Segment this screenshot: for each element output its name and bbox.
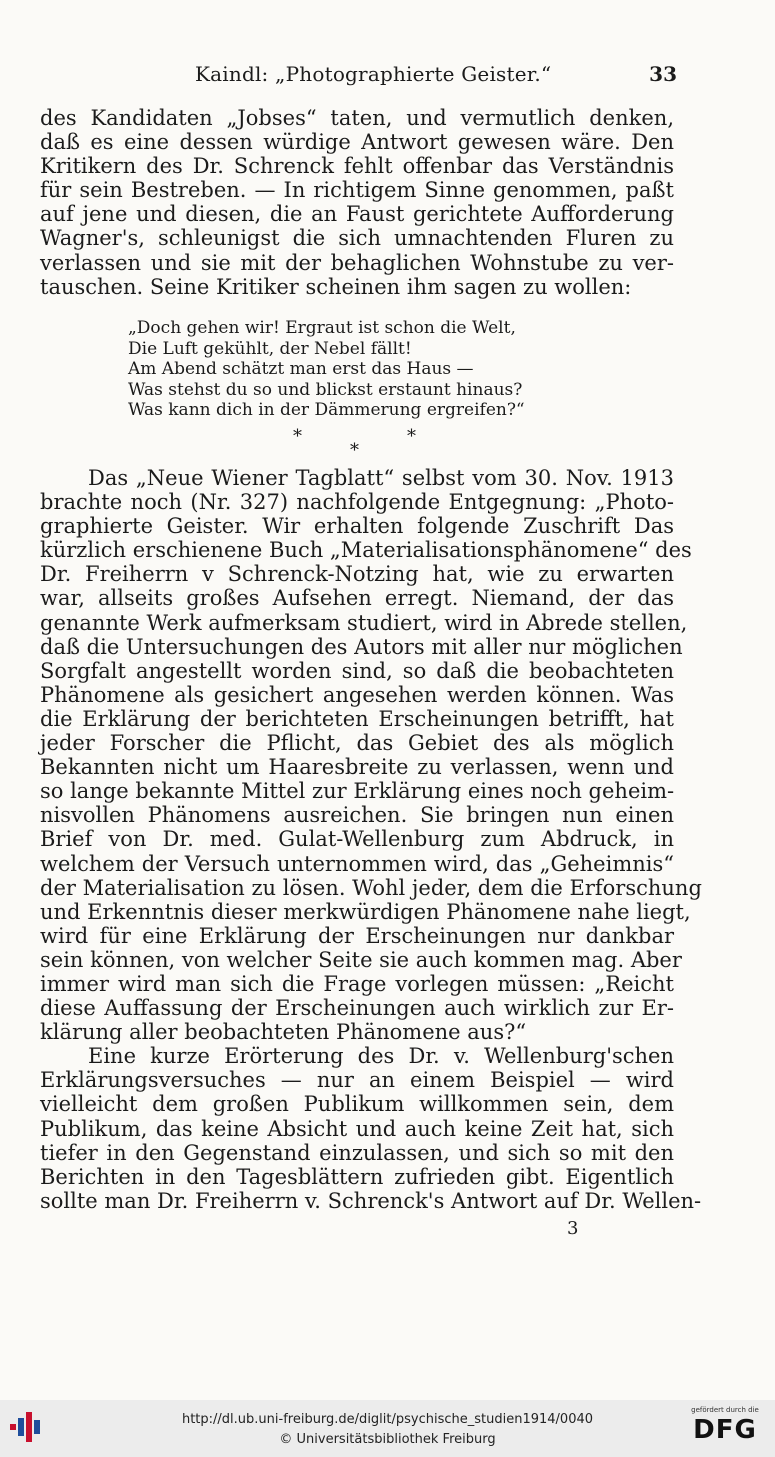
text-line: Eine kurze Erörterung des Dr. v. Wellenburg'schen	[88, 1044, 674, 1069]
signature-mark: 3	[567, 1218, 579, 1239]
text-line: Dr. Freiherrn v Schrenck-Notzing hat, wie zu erwarten	[40, 562, 674, 587]
text-line: klärung aller beobachteten Phänomene aus?“	[40, 1020, 527, 1045]
sponsor-logo-text: DFG	[693, 1415, 757, 1445]
section-separator	[283, 426, 433, 466]
text-line: verlassen und sie mit der behaglichen Wohnstube zu ver-	[40, 250, 674, 275]
text-line: die Erklärung der berichteten Erscheinungen betrifft, hat	[40, 706, 674, 731]
text-line: daß die Untersuchungen des Autors mit aller nur möglichen	[40, 634, 683, 659]
dfg-logo	[683, 1406, 767, 1452]
copyright-text: © Universitätsbibliothek Freiburg	[279, 1432, 496, 1447]
poem-quote	[128, 318, 588, 421]
running-header	[40, 62, 677, 90]
separator-star: *	[350, 440, 359, 461]
text-line: Erklärungsversuches — nur an einem Beispiel — wird	[40, 1068, 674, 1093]
text-line: wird für eine Erklärung der Erscheinungen nur dankbar	[40, 923, 674, 948]
text-line: des Kandidaten „Jobses“ taten, und vermutlich denken,	[40, 106, 674, 130]
text-line: der Materialisation zu lösen. Wohl jeder, dem die Erforschung	[40, 875, 702, 900]
paragraph-1	[40, 106, 674, 299]
text-line: brachte noch (Nr. 327) nachfolgende Entgegnung: „Photo-	[40, 490, 674, 515]
text-line: welchem der Versuch unternommen wird, das „Geheimnis“	[40, 851, 674, 876]
paragraph-2	[40, 466, 702, 1213]
text-line: und Erkenntnis dieser merkwürdigen Phänomene nahe liegt,	[40, 899, 691, 924]
text-line: Das „Neue Wiener Tagblatt“ selbst vom 30. Nov. 1913	[88, 466, 674, 490]
header-title: Kaindl: „Photographierte Geister.“	[195, 62, 552, 86]
text-line: sein können, von welcher Seite sie auch kommen mag. Aber	[40, 947, 682, 972]
text-line: graphierte Geister. Wir erhalten folgende Zuschrift Das	[40, 514, 674, 539]
sponsor-caption: gefördert durch die	[691, 1406, 759, 1414]
text-line: genannte Werk aufmerksam studiert, wird in Abrede stellen,	[40, 610, 688, 635]
text-line: sollte man Dr. Freiherrn v. Schrenck's Antwort auf Dr. Wellen-	[40, 1188, 702, 1213]
text-line: immer wird man sich die Frage vorlegen müssen: „Reicht	[40, 971, 674, 996]
text-line: Phänomene als gesichert angesehen werden können. Was	[40, 682, 674, 707]
separator-star: *	[293, 426, 302, 447]
text-line: so lange bekannte Mittel zur Erklärung eines noch geheim-	[40, 779, 675, 804]
text-line: Brief von Dr. med. Gulat-Wellenburg zum Abdruck, in	[40, 827, 674, 852]
poem-line: Die Luft gekühlt, der Nebel fällt!	[128, 338, 412, 359]
source-url-link[interactable]: http://dl.ub.uni-freiburg.de/diglit/psychische_studien1914/0040	[181, 1412, 594, 1427]
text-line: Berichten in den Tagesblättern zufrieden gibt. Eigentlich	[40, 1164, 674, 1189]
text-line: nisvollen Phänomens ausreichen. Sie bringen nun einen	[40, 803, 674, 828]
poem-line: „Doch gehen wir! Ergraut ist schon die Welt,	[128, 318, 516, 338]
separator-star: *	[407, 426, 416, 447]
text-line: war, allseits großes Aufsehen erregt. Niemand, der das	[40, 586, 674, 611]
poem-line: Was stehst du so und blickst erstaunt hinaus?	[128, 379, 523, 400]
text-line: für sein Bestreben. — In richtigem Sinne genommen, paßt	[40, 178, 674, 203]
poem-line: Am Abend schätzt man erst das Haus —	[128, 359, 474, 379]
text-line: Bekannten nicht um Haaresbreite zu verlassen, wenn und	[40, 755, 674, 780]
text-line: Kritikern des Dr. Schrenck fehlt offenbar das Verständnis	[40, 154, 674, 179]
text-line: jeder Forscher die Pflicht, das Gebiet des als möglich	[40, 731, 674, 756]
text-line: kürzlich erschienene Buch „Materialisationsphänomene“ des	[40, 538, 692, 563]
text-line: auf jene und diesen, die an Faust gerichtete Aufforderung	[40, 202, 674, 227]
text-line: tauschen. Seine Kritiker scheinen ihm sagen zu wollen:	[40, 274, 632, 299]
text-line: Publikum, das keine Absicht und auch keine Zeit hat, sich	[40, 1116, 674, 1141]
poem-line: Was kann dich in der Dämmerung ergreifen?“	[128, 400, 525, 420]
text-line: tiefer in den Gegenstand einzulassen, und sich so mit den	[40, 1140, 674, 1165]
text-line: diese Auffassung der Erscheinungen auch wirklich zur Er-	[40, 996, 674, 1021]
text-line: vielleicht dem großen Publikum willkommen sein, dem	[40, 1092, 674, 1117]
text-line: Sorgfalt angestellt worden sind, so daß die beobachteten	[40, 658, 674, 683]
page-number: 33	[649, 62, 677, 86]
viewer-footer	[0, 1400, 775, 1457]
text-line: Wagner's, schleunigst die sich umnachtenden Fluren zu	[40, 226, 674, 251]
text-line: daß es eine dessen würdige Antwort gewesen wäre. Den	[40, 130, 674, 155]
